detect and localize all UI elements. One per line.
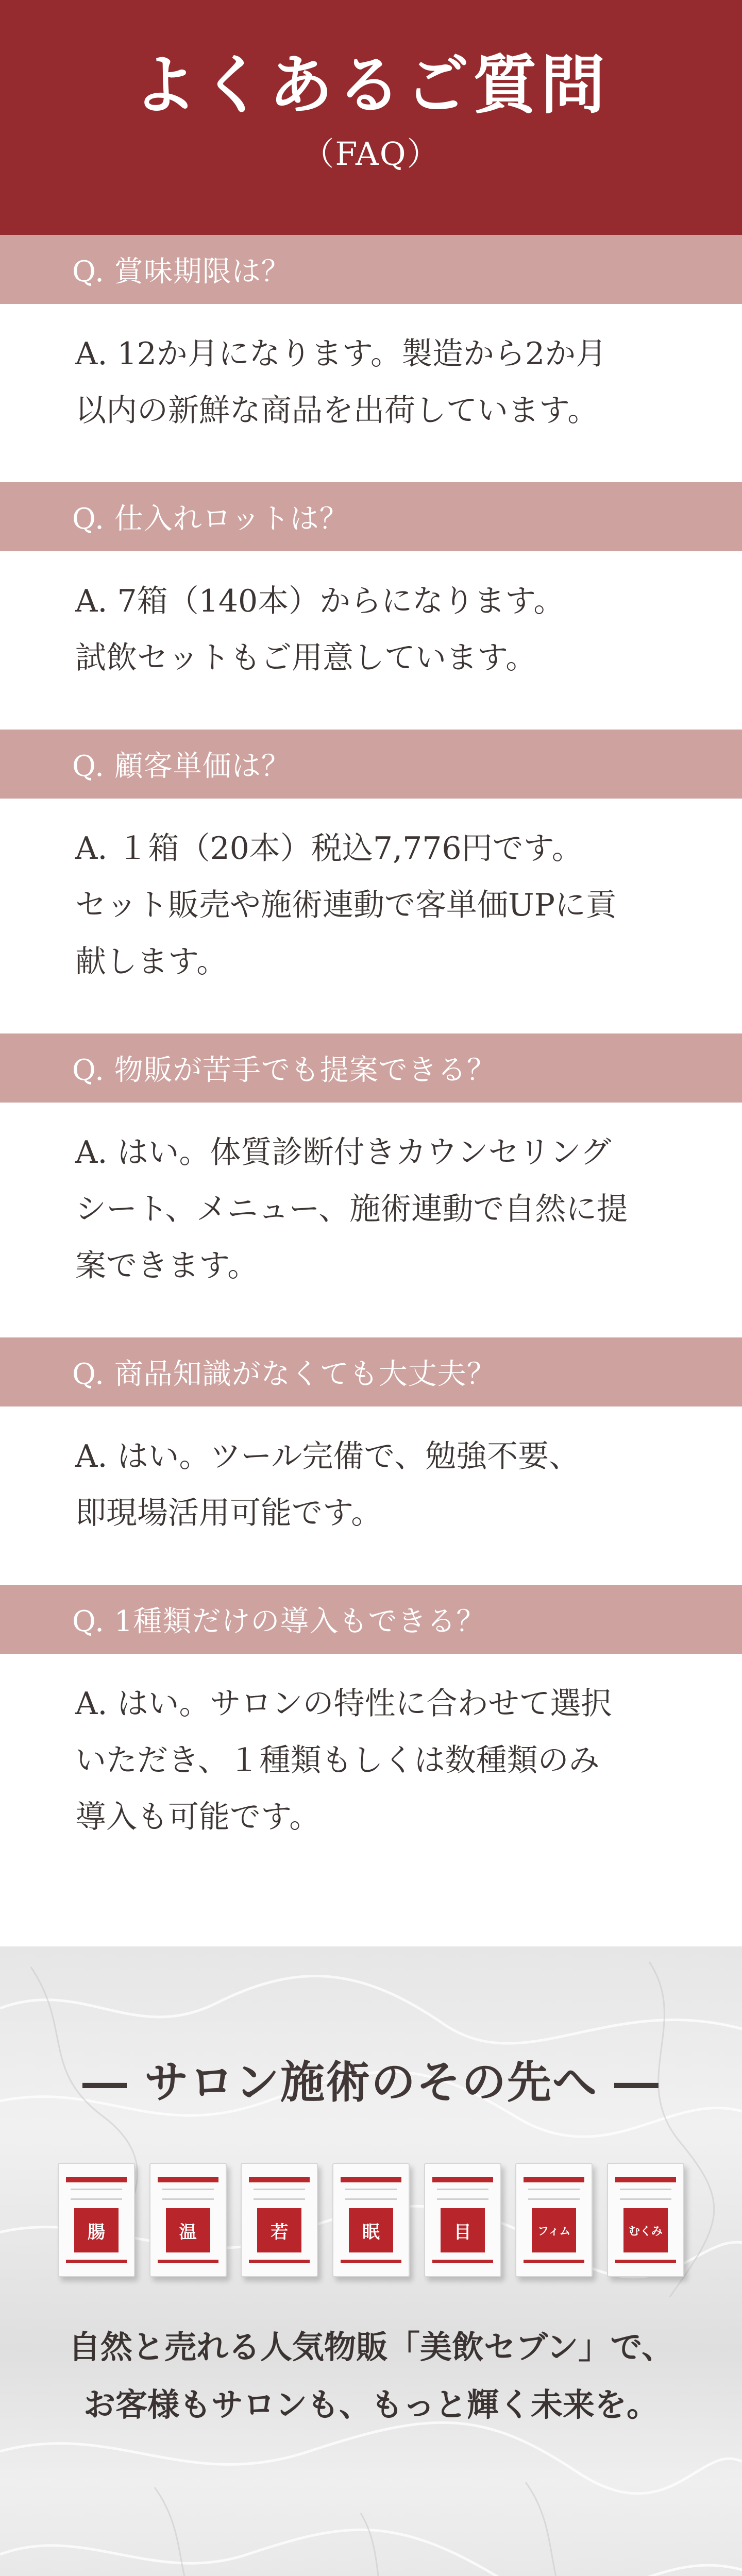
faq-question: Q. 1種類だけの導入もできる？ bbox=[0, 1585, 742, 1654]
product-label: 若 bbox=[257, 2208, 301, 2252]
faq-answer: A. はい。サロンの特性に合わせて選択 いただき、１種類もしくは数種類のみ 導入も可能です。 bbox=[75, 1686, 612, 1835]
faq-question: Q. 顧客単価は？ bbox=[0, 730, 742, 799]
hero-tagline: ― サロン施術のその先へ ― bbox=[82, 2056, 660, 2108]
faq-item-1 bbox=[0, 235, 742, 439]
product-label: むくみ bbox=[623, 2208, 668, 2252]
faq-item-6 bbox=[0, 1585, 742, 1845]
product-label: 腸 bbox=[74, 2208, 119, 2252]
product-label: 目 bbox=[441, 2208, 485, 2252]
page-subtitle: （FAQ） bbox=[302, 134, 440, 173]
product-label: 温 bbox=[166, 2208, 210, 2252]
page-title: よくあるご質問 bbox=[132, 48, 609, 123]
faq-item-2 bbox=[0, 482, 742, 686]
faq-answer: A. １箱（20本）税込7,776円です。 セット販売や施術連動で客単価UPに貢 献します。 bbox=[75, 831, 617, 980]
faq-item-3 bbox=[0, 730, 742, 990]
faq-header bbox=[0, 0, 742, 235]
product-box bbox=[424, 2163, 501, 2277]
product-box bbox=[58, 2163, 135, 2277]
faq-question: Q. 物販が苦手でも提案できる？ bbox=[0, 1033, 742, 1103]
product-box bbox=[332, 2163, 410, 2277]
product-box bbox=[607, 2163, 684, 2277]
faq-question: Q. 賞味期限は？ bbox=[0, 235, 742, 304]
faq-question: Q. 仕入れロットは？ bbox=[0, 482, 742, 551]
faq-answer: A. はい。ツール完備で、勉強不要、 即現場活用可能です。 bbox=[75, 1438, 580, 1531]
faq-answer: A. はい。体質診断付きカウンセリング シート、メニュー、施術連動で自然に提 案できます。 bbox=[75, 1134, 628, 1284]
faq-answer: A. 7箱（140本）からになります。 試飲セットもご用意しています。 bbox=[75, 583, 565, 676]
faq-item-4 bbox=[0, 1033, 742, 1294]
faq-question: Q. 商品知識がなくても大丈夫？ bbox=[0, 1337, 742, 1406]
hero-catch-copy: 自然と売れる人気物販「美飲セブン」で、 お客様もサロンも、もっと輝く未来を。 bbox=[68, 2328, 674, 2424]
faq-item-5 bbox=[0, 1337, 742, 1541]
hero-banner bbox=[0, 1946, 742, 2576]
product-box bbox=[515, 2163, 593, 2277]
product-label: フィム bbox=[532, 2208, 576, 2252]
product-box bbox=[241, 2163, 318, 2277]
faq-answer: A. 12か月になります。製造から2か月 以内の新鮮な商品を出荷しています。 bbox=[75, 336, 607, 429]
product-box bbox=[149, 2163, 227, 2277]
product-label: 眠 bbox=[349, 2208, 393, 2252]
product-lineup bbox=[58, 2163, 684, 2286]
